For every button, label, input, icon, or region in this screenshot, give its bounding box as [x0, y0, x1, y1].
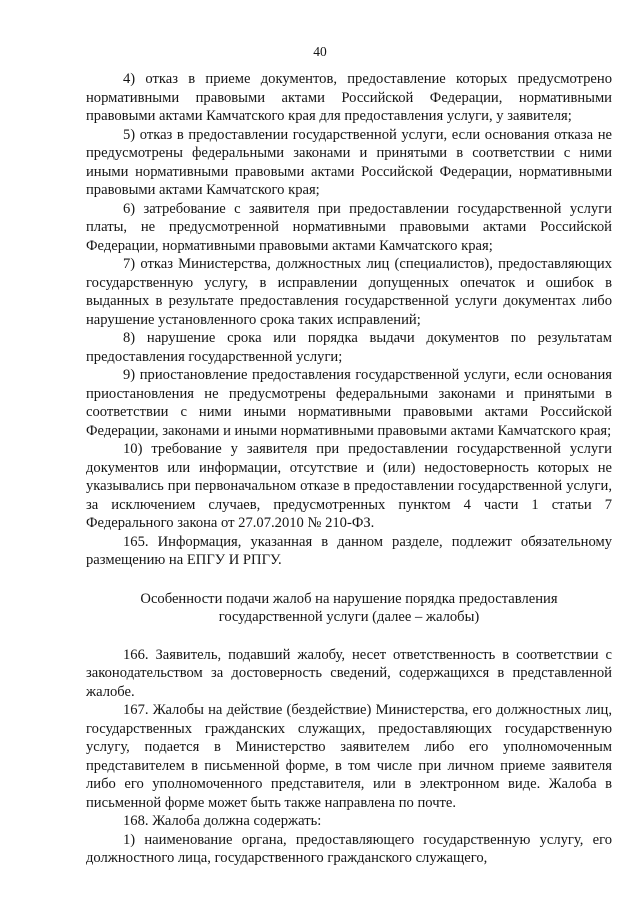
list-item-4: 4) отказ в приеме документов, предоставление которых предусмотрено нормативными правовыми актами Российской Федерации, нормативными правовыми актами Камчатского края для предоставления услуги, у заявителя;	[86, 71, 612, 124]
clause-168: 168. Жалоба должна содержать:	[123, 813, 322, 829]
section-heading	[86, 590, 612, 627]
list-item-6: 6) затребование с заявителя при предоставлении государственной услуги платы, не предусмотренной нормативными правовыми актами Российской Федерации, нормативными правовыми актами Камчатского края;	[86, 200, 612, 254]
list-item-8: 8) нарушение срока или порядка выдачи документов по результатам предоставления государственной услуги;	[86, 330, 612, 365]
list-item-10: 10) требование у заявителя при предоставлении государственной услуги документов или информации, отсутствие и (или) недостоверность которых не указывались при первоначальном отказе в предоставлении государственной услуги, за исключением случаев, предусмотренных пунктом 4 части 1 статьи 7 Федерального закона от 27.07.2010 № 210-ФЗ.	[86, 441, 612, 531]
page-number: 40	[313, 44, 327, 59]
list-item-9: 9) приостановление предоставления государственной услуги, если основания приостановления не предусмотрены федеральными законами и принятыми в соответствии с ними иными нормативными правовыми актами Российской Федерации, законами и иными нормативными правовыми актами Камчатского края;	[86, 367, 612, 439]
list-item-7: 7) отказ Министерства, должностных лиц (специалистов), предоставляющих государственную услугу, в исправлении допущенных опечаток и ошибок в выданных в результате предоставления государственной услуги документах либо нарушение установленного срока таких исправлений;	[86, 256, 612, 328]
clause-166: 166. Заявитель, подавший жалобу, несет ответственность в соответствии с законодательством за достоверность сведений, содержащихся в представленной жалобе.	[86, 646, 612, 700]
section-heading-line-1: Особенности подачи жалоб на нарушение порядка предоставления	[140, 590, 558, 607]
clause-167: 167. Жалобы на действие (бездействие) Министерства, его должностных лиц, государственных гражданских служащих, предоставляющих государственную услугу, подается в Министерство заявителем либо его уполномоченным представителем в письменной форме, в том числе при личном приеме заявителя либо его уполномоченного представителя, или в электронном виде. Жалоба в письменной форме может быть также направлена по почте.	[86, 702, 612, 811]
section-heading-line-2: государственной услуги (далее – жалобы)	[218, 609, 480, 625]
heading-spacer	[86, 627, 612, 646]
section-spacer	[86, 570, 612, 590]
clause-165: 165. Информация, указанная в данном разделе, подлежит обязательному размещению на ЕПГУ И РПГУ.	[86, 533, 612, 568]
list-item-5: 5) отказ в предоставлении государственной услуги, если основания отказа не предусмотрены федеральными законами и принятыми в соответствии с ними иными нормативными правовыми актами Российской Федерации, нормативными правовыми актами Камчатского края;	[86, 126, 612, 198]
clause-168-item-1: 1) наименование органа, предоставляющего государственную услугу, его должностного лица, государственного гражданского служащего,	[86, 831, 612, 866]
document-body	[86, 70, 612, 868]
